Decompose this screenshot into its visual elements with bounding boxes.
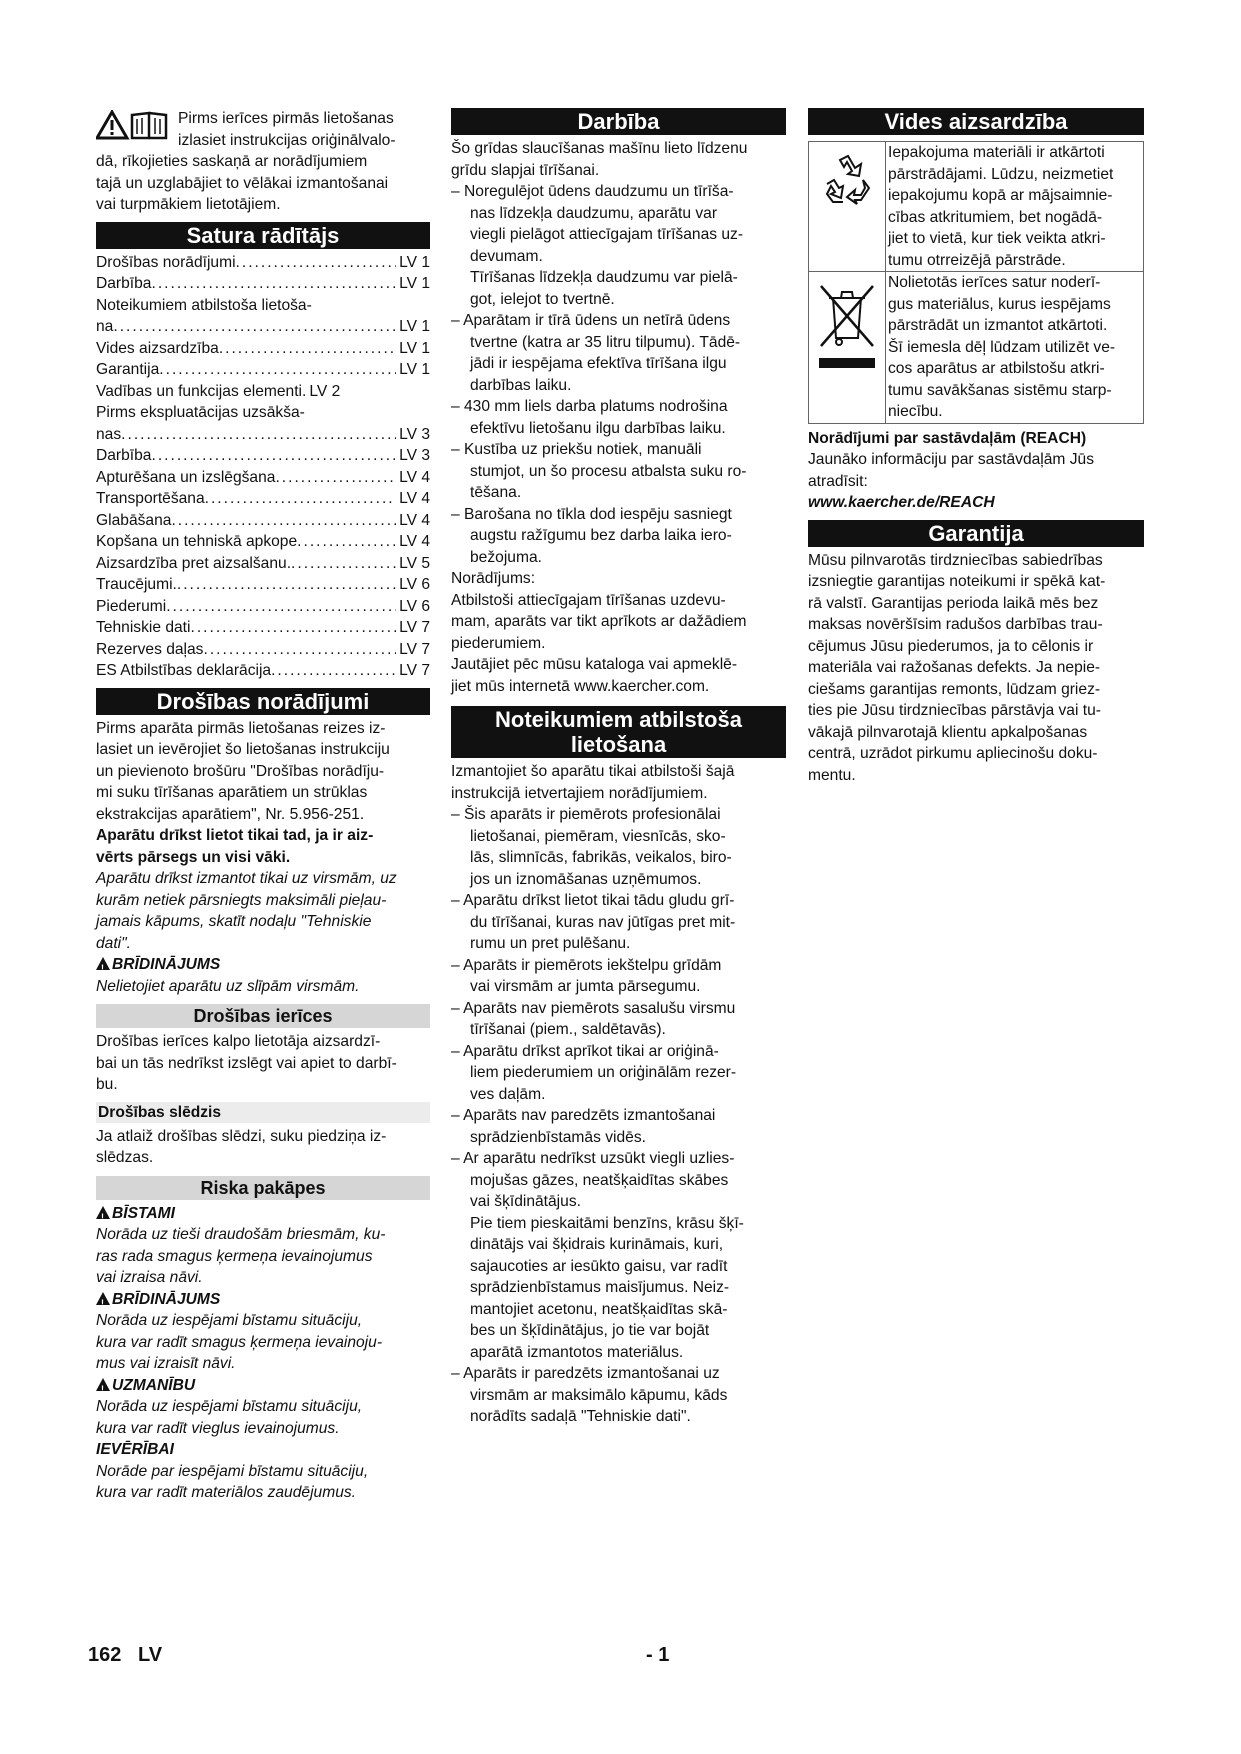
warranty-text — [808, 550, 1144, 787]
text-line: lietošanai, piemēram, viesnīcās, sko- — [470, 827, 726, 845]
column-middle — [451, 108, 786, 1428]
text-line: bes un šķīdinātājus, jo tie var bojāt — [470, 1322, 710, 1339]
text-line: gus materiālus, kurus iespējams — [888, 295, 1111, 313]
text-line: aparātā izmantotos materiālus. — [470, 1343, 684, 1361]
text-line: kura var radīt smagus ķermeņa ievainoju- — [96, 1333, 383, 1351]
footer-subpage: - 1 — [646, 1644, 670, 1666]
text-line: cējumus Jūsu piederumos, ja to cēlonis ir — [808, 637, 1094, 655]
text-line: Iepakojuma materiāli ir atkārtoti — [888, 144, 1105, 161]
text-line: vākajā pilnvarotajā klientu apkalpošanas — [808, 723, 1088, 741]
text-line: lās, slimnīcās, fabrikās, veikalos, biro- — [470, 849, 732, 866]
toc-item[interactable]: Glabāšana ..... LV 4 — [96, 510, 430, 532]
safety-heading: Drošības norādījumi — [96, 688, 430, 715]
warning-triangle-icon — [96, 957, 110, 970]
text-line: bežojuma. — [470, 548, 542, 566]
column-right — [808, 108, 1144, 786]
text-line: iepakojumu kopā ar mājsaimnie- — [888, 187, 1113, 204]
environment-row-weee — [809, 272, 1143, 423]
text-line: Aparātu drīkst lietot tikai tad, ja ir aiz- — [96, 827, 374, 844]
safety-text — [96, 718, 430, 998]
text-line: dati". — [96, 934, 132, 952]
text-line: Pirms aparāta pirmās lietošanas reizes iz- — [96, 719, 386, 737]
toc-item-wrap-label[interactable]: Noteikumiem atbilstoša lietoša- — [96, 296, 312, 314]
text-line: ciešams garantijas remonts, lūdzam griez- — [808, 680, 1101, 698]
reach-heading: Norādījumi par sastāvdaļām (REACH) — [808, 429, 1087, 447]
text-line: Mūsu pilnvarotās tirdzniecības sabiedrības — [808, 551, 1103, 569]
text-line: sprādzienbīstamus maisījumus. Neiz- — [470, 1279, 730, 1296]
toc-item[interactable]: ES Atbilstības deklarācija ..... LV 7 — [96, 660, 430, 682]
warning-label: !BRĪDINĀJUMS — [96, 1289, 430, 1311]
intro-line: izlasiet instrukcijas oriģinālvalo- — [178, 131, 396, 149]
text-line: kura var radīt vieglus ievainojumus. — [96, 1419, 340, 1437]
toc-item[interactable]: Vadības un funkcijas elementi. LV 2 — [96, 382, 341, 400]
notice-label: IEVĒRĪBAI — [96, 1441, 174, 1458]
intro-line: tajā un uzglabājiet to vēlākai izmantošanai — [96, 174, 389, 192]
warning-triangle-icon — [96, 1206, 110, 1219]
text-line: mantojiet acetonu, neatšķaidītas skā- — [470, 1300, 728, 1318]
toc-item[interactable]: nas ..... LV 3 — [96, 424, 430, 446]
text-line: tumu savākšanas sistēmu starp- — [888, 381, 1112, 399]
text-line: kura var radīt materiālos zaudējumus. — [96, 1484, 357, 1501]
list-item: – Noregulējot ūdens daudzumu un tīrīša- — [451, 183, 734, 200]
text-line: Ja atlaiž drošības slēdzi, suku piedziņa iz- — [96, 1127, 387, 1145]
text-line: Šo grīdas slaucīšanas mašīnu lieto līdzenu — [451, 140, 748, 157]
text-line: bai un tās nedrīkst izslēgt vai apiet to darbī- — [96, 1054, 397, 1072]
text-line: ves daļām. — [470, 1085, 546, 1103]
warning-triangle-icon — [96, 1292, 110, 1305]
text-line: nas līdzekļa daudzumu, aparātu var — [470, 204, 718, 222]
text-line: tīrīšanai (piem., saldētavās). — [470, 1021, 666, 1038]
list-item: – Ar aparātu nedrīkst uzsūkt viegli uzlies- — [451, 1150, 735, 1167]
footer-page-number: 162 LV — [88, 1644, 163, 1666]
text-line: mus vai izraisīt nāvi. — [96, 1355, 236, 1372]
reach-link[interactable]: www.kaercher.de/REACH — [808, 494, 995, 511]
toc-item[interactable]: Apturēšana un izslēgšana ..... LV 4 — [96, 467, 430, 489]
operation-list — [451, 181, 786, 568]
environment-row-recycle — [809, 142, 1143, 272]
text-line: Nolietotās ierīces satur noderī- — [888, 274, 1101, 291]
text-line: got, ielejot to tvertnē. — [470, 290, 615, 308]
text-line: Tīrīšanas līdzekļa daudzumu var pielā- — [470, 269, 738, 286]
text-line: norādīts sadaļā "Tehniskie dati". — [470, 1408, 691, 1425]
list-item: – Aparāts ir piemērots iekštelpu grīdām — [451, 956, 722, 974]
text-line: Nelietojiet aparātu uz slīpām virsmām. — [96, 977, 360, 995]
text-line: pārstrādājami. Lūdzu, neizmetiet — [888, 165, 1114, 183]
text-line: Jautājiet pēc mūsu kataloga vai apmeklē- — [451, 656, 738, 673]
proper-use-list — [451, 804, 786, 1428]
danger-label: !BĪSTAMI — [96, 1203, 430, 1225]
heading-line: Noteikumiem atbilstoša — [495, 707, 742, 732]
text-line: sajaucoties ar iesūkto gaisu, var radīt — [470, 1257, 728, 1275]
devices-heading: Drošības ierīces — [96, 1004, 430, 1028]
text-line: jamais kāpums, skatīt nodaļu "Tehniskie — [96, 913, 372, 930]
text-line: cos aparātus ar atbilstošu atkri- — [888, 360, 1105, 377]
toc-item-wrap-label[interactable]: Pirms ekspluatācijas uzsākša- — [96, 404, 305, 421]
text-line: tvertne (katra ar 35 litru tilpumu). Tādē- — [470, 333, 741, 351]
list-item: – Aparāts ir paredzēts izmantošanai uz — [451, 1365, 720, 1382]
proper-use-heading — [451, 706, 786, 758]
list-item: – Aparāts nav paredzēts izmantošanai — [451, 1107, 716, 1124]
text-line: ras rada smagus ķermeņa ievainojumus — [96, 1247, 373, 1265]
recycle-icon — [817, 150, 877, 210]
crossed-bin-icon — [815, 280, 879, 380]
text-line: Šī iemesla dēļ lūdzam utilizēt ve- — [888, 338, 1116, 356]
text-line: Atbilstoši attiecīgajam tīrīšanas uzdevu- — [451, 591, 726, 609]
toc-item[interactable]: na ..... LV 1 — [96, 316, 430, 338]
warning-label: !BRĪDINĀJUMS — [96, 954, 430, 976]
toc-item[interactable]: Piederumi ..... LV 6 — [96, 596, 430, 618]
text-line: augstu ražīgumu bez darba laika iero- — [470, 527, 732, 544]
text-line: rā valstī. Garantijas perioda laikā mēs bez — [808, 594, 1099, 612]
list-item: – 430 mm liels darba platums nodrošina — [451, 398, 728, 415]
list-item: – Barošana no tīkla dod iespēju sasniegt — [451, 505, 732, 523]
text-line: Pie tiem pieskaitāmi benzīns, krāsu šķī- — [470, 1214, 744, 1232]
toc-item[interactable]: Tehniskie dati ..... LV 7 — [96, 617, 430, 639]
environment-heading: Vides aizsardzība — [808, 108, 1144, 135]
list-item: – Šis aparāts ir piemērots profesionālai — [451, 806, 721, 823]
environment-table — [808, 141, 1144, 424]
text-line: kurām netiek pārsniegts maksimāli pieļau- — [96, 891, 387, 909]
text-line: maksas novēršīsim radušos darbības trau- — [808, 616, 1103, 633]
text-line: Norāde par iespējami bīstamu situāciju, — [96, 1462, 369, 1480]
column-left — [96, 108, 430, 1504]
text-line: jādi ir iespējama efektīva tīrīšana ilgu — [470, 355, 727, 372]
toc-item[interactable]: Darbība ..... LV 1 — [96, 273, 430, 295]
intro-line: Pirms ierīces pirmās lietošanas — [178, 110, 394, 127]
text-line: efektīvu lietošanu ilgu darbības laiku. — [470, 419, 726, 437]
intro-line: dā, rīkojieties saskaņā ar norādījumiem — [96, 153, 368, 170]
toc-item[interactable]: Aizsardzība pret aizsalšanu. ..... LV 5 — [96, 553, 430, 575]
toc-item[interactable]: Transportēšana ..... LV 4 — [96, 488, 430, 510]
text-line: Drošības ierīces kalpo lietotāja aizsardzī- — [96, 1033, 381, 1050]
intro-line: vai turpmākiem lietotājiem. — [96, 196, 281, 213]
toc-item[interactable]: Vides aizsardzība ..... LV 1 — [96, 338, 430, 360]
toc-item[interactable]: Rezerves daļas ..... LV 7 — [96, 639, 430, 661]
toc-list — [96, 252, 430, 682]
text-line: piederumiem. — [451, 634, 546, 652]
text-line: cības atkritumiem, bet nogādā- — [888, 208, 1103, 226]
toc-item[interactable]: Darbība ..... LV 3 — [96, 445, 430, 467]
text-line: tēšana. — [470, 484, 522, 501]
list-item: – Aparātu drīkst lietot tikai tādu gludu grī- — [451, 892, 735, 909]
text-line: slēdzas. — [96, 1149, 154, 1166]
text-line: mi suku tīrīšanas aparātiem un strūklas — [96, 784, 368, 801]
text-line: jos un iznomāšanas uzņēmumos. — [470, 870, 702, 888]
list-item: – Kustība uz priekšu notiek, manuāli — [451, 441, 702, 458]
text-line: niecību. — [888, 403, 943, 420]
toc-item[interactable]: Drošības norādījumi ..... LV 1 — [96, 252, 430, 274]
toc-heading: Satura rādītājs — [96, 222, 430, 249]
text-line: mojušas gāzes, neatšķaidītas skābes — [470, 1171, 729, 1189]
list-item: – Aparāts nav piemērots sasalušu virsmu — [451, 999, 736, 1017]
text-line: virsmām ar maksimālo kāpumu, kāds — [470, 1386, 728, 1404]
text-line: pārstrādāt un izmantot atkārtoti. — [888, 317, 1108, 334]
text-line: rumu un pret pulēšanu. — [470, 935, 631, 952]
recycle-text — [886, 142, 1143, 271]
text-line: jiet mūs internetā www.kaercher.com. — [451, 677, 710, 695]
text-line: vai virsmām ar jumta pārsegumu. — [470, 978, 701, 995]
text-line: bu. — [96, 1076, 118, 1093]
text-line: tumu otrreizējā pārstrāde. — [888, 251, 1066, 269]
heading-line: lietošana — [570, 732, 667, 757]
text-line: Aparātu drīkst izmantot tikai uz virsmām, uz — [96, 870, 397, 887]
text-line: mam, aparāts var tikt aprīkots ar dažādiem — [451, 613, 747, 630]
text-line: instrukcijā ietvertajiem norādījumiem. — [451, 784, 708, 802]
text-line: darbības laiku. — [470, 376, 572, 394]
text-line: Norāda uz iespējami bīstamu situāciju, — [96, 1312, 363, 1329]
risk-heading: Riska pakāpes — [96, 1176, 430, 1200]
intro-block — [96, 108, 430, 216]
warning-triangle-icon — [96, 1378, 110, 1391]
text-line: jiet to vietā, kur tiek veikta atkri- — [888, 230, 1106, 247]
text-line: un pievienoto brošūru "Drošības norādīju- — [96, 762, 385, 780]
text-line: stumjot, un šo procesu atbalsta suku ro- — [470, 462, 747, 480]
operation-heading: Darbība — [451, 108, 786, 135]
text-line: vai šķīdinātājus. — [470, 1193, 581, 1210]
warranty-heading: Garantija — [808, 520, 1144, 547]
text-line: ekstrakcijas aparātiem", Nr. 5.956-251. — [96, 805, 365, 823]
weee-text — [886, 272, 1143, 423]
warning-book-icon — [96, 110, 170, 140]
text-line: dinātājs vai šķidrais kurināmais, kuri, — [470, 1236, 724, 1253]
toc-item[interactable]: Garantija ..... LV 1 — [96, 359, 430, 381]
text-line: centrā, uzrādot pirkumu apliecinošu doku- — [808, 745, 1098, 762]
text-line: sprādzienbīstamās vidēs. — [470, 1128, 646, 1146]
text-line: devumam. — [470, 247, 543, 265]
list-item: – Aparātam ir tīrā ūdens un netīrā ūdens — [451, 312, 731, 329]
text-line: atradīsit: — [808, 472, 868, 490]
text-line: grīdu slapjai tīrīšanai. — [451, 161, 600, 179]
text-line: Izmantojiet šo aparātu tikai atbilstoši šajā — [451, 763, 735, 780]
text-line: liem piederumiem un oriģinālām rezer- — [470, 1064, 737, 1081]
text-line: vai izraisa nāvi. — [96, 1269, 203, 1286]
caution-label: !UZMANĪBU — [96, 1375, 430, 1397]
text-line: izsniegtie garantijas noteikumi ir spēkā kat- — [808, 573, 1106, 590]
text-line: Norāda uz tieši draudošām briesmām, ku- — [96, 1226, 386, 1243]
toc-item[interactable]: Kopšana un tehniskā apkope ..... LV 4 — [96, 531, 430, 553]
note-label: Norādījums: — [451, 570, 536, 587]
text-line: ties pie Jūsu tirdzniecības pārstāvja vai tu- — [808, 702, 1101, 719]
text-line: lasiet un ievērojiet šo lietošanas instrukciju — [96, 741, 390, 758]
text-line: Norāda uz iespējami bīstamu situāciju, — [96, 1398, 363, 1415]
text-line: materiāla vai ražošanas defekts. Ja nepie- — [808, 659, 1101, 676]
text-line: du tīrīšanai, kuras nav jūtīgas pret mit- — [470, 913, 736, 931]
text-line: Jaunāko informāciju par sastāvdaļām Jūs — [808, 451, 1095, 468]
list-item: – Aparātu drīkst aprīkot tikai ar oriģinā- — [451, 1042, 719, 1060]
text-line: mentu. — [808, 766, 856, 784]
toc-item[interactable]: Traucējumi. ..... LV 6 — [96, 574, 430, 596]
text-line: viegli pielāgot attiecīgajam tīrīšanas uz- — [470, 226, 744, 243]
text-line: vērts pārsegs un visi vāki. — [96, 848, 291, 866]
switch-heading: Drošības slēdzis — [96, 1102, 430, 1123]
